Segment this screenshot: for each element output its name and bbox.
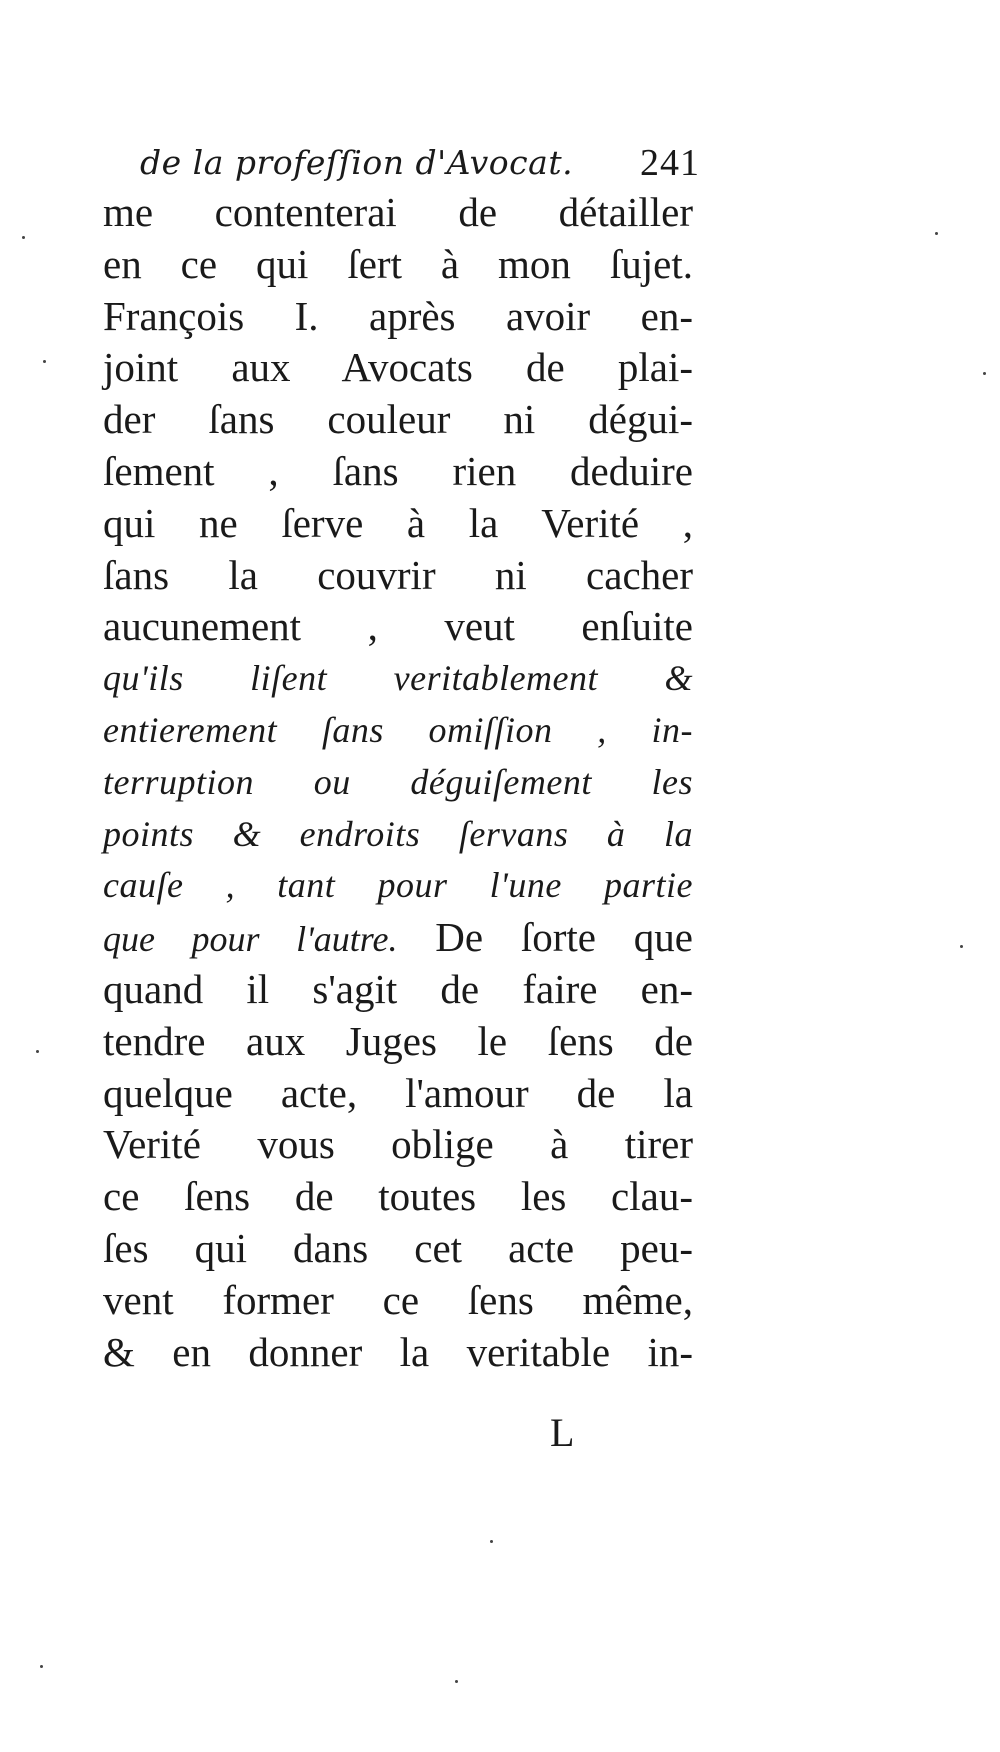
paper-speck xyxy=(983,372,986,375)
text-line: en ce qui ſert à mon ſujet. xyxy=(103,240,693,287)
text-line: quelque acte, l'amour de la xyxy=(103,1069,693,1116)
paper-speck xyxy=(40,1665,43,1668)
text-line: aucunement , veut enſuite xyxy=(103,603,693,650)
text-line: me contenterai de détailler xyxy=(103,189,693,235)
text-line: François I. après avoir en- xyxy=(103,292,693,339)
text-line: ſes qui dans cet acte peu- xyxy=(103,1224,693,1271)
text-line: ſans la couvrir ni cacher xyxy=(103,551,693,598)
page-number: 241 xyxy=(640,142,700,184)
catchword: L xyxy=(550,1410,575,1455)
text-line: vent former ce ſens même, xyxy=(103,1276,693,1323)
text-line xyxy=(103,912,693,964)
quote-end: que pour l'autre. xyxy=(103,919,398,960)
text-line: qui ne ſerve à la Verité , xyxy=(103,499,693,546)
text-line: quand il s'agit de faire en- xyxy=(103,965,693,1012)
quoted-line: points & endroits ſervans à la xyxy=(103,813,693,854)
text-line: tendre aux Juges le ſens de xyxy=(103,1017,693,1064)
quoted-line: cauſe , tant pour l'une partie xyxy=(103,865,693,906)
paper-speck xyxy=(455,1680,458,1683)
text-line: ce ſens de toutes les clau- xyxy=(103,1173,693,1220)
quoted-line: terruption ou déguiſement les xyxy=(103,761,693,802)
text-line: der ſans couleur ni dégui- xyxy=(103,396,693,443)
paper-speck xyxy=(490,1540,493,1543)
paper-speck xyxy=(22,236,25,239)
sentence-start: De ſorte que xyxy=(397,914,694,961)
body-text xyxy=(103,187,693,1378)
paper-speck xyxy=(43,360,46,363)
text-line: & en donner la veritable in- xyxy=(103,1328,693,1375)
text-line: joint aux Avocats de plai- xyxy=(103,344,693,391)
text-line: Verité vous oblige à tirer xyxy=(103,1121,693,1168)
quoted-line: qu'ils liſent veritablement & xyxy=(103,658,693,699)
paper-speck xyxy=(36,1050,39,1053)
page-header xyxy=(140,138,700,188)
paper-speck xyxy=(935,232,938,235)
text-line: ſement , ſans rien deduire xyxy=(103,447,693,494)
quoted-line: entierement ſans omiſſion , in- xyxy=(103,709,693,750)
paper-speck xyxy=(960,945,963,948)
running-head: de la profeſſion d'Avocat. xyxy=(140,143,574,182)
